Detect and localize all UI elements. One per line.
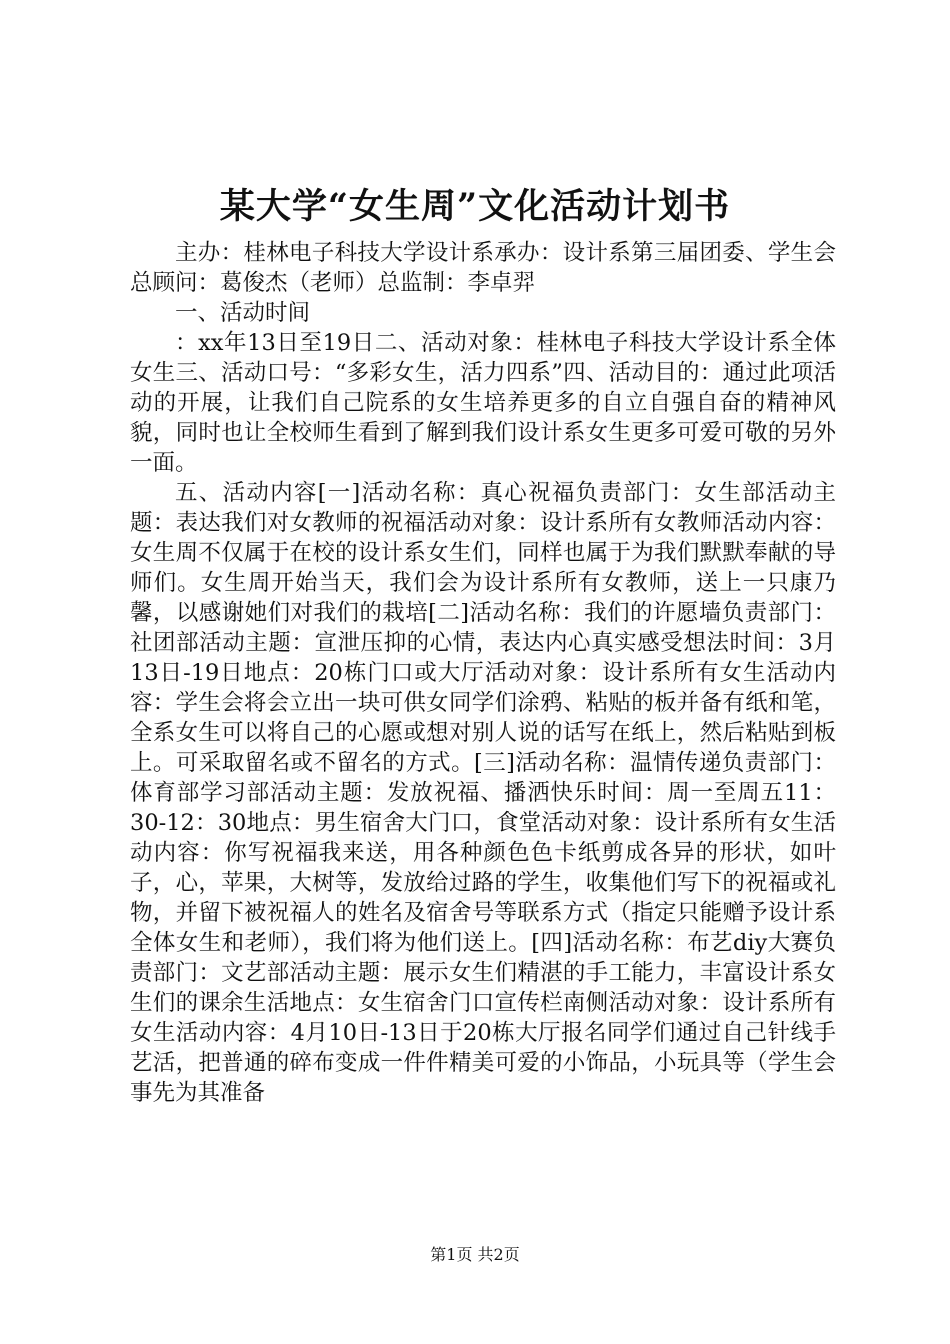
paragraph-time-and-goals: ：xx年13日至19日二、活动对象：桂林电子科技大学设计系全体女生三、活动口号：“多彩女生，活力四系”四、活动目的：通过此项活动的开展，让我们自己院系的女生培养更多的自立自强自奋的精神风貌，同时也让全校师生看到了解到我们设计系女生更多可爱可敬的另外一面。 bbox=[130, 330, 836, 476]
document-title: 某大学“女生周”文化活动计划书 bbox=[219, 186, 731, 227]
page-footer: 第1页 共2页 bbox=[430, 1245, 520, 1264]
document-body bbox=[130, 238, 836, 1108]
paragraph-activity-content: 五、活动内容[一]活动名称：真心祝福负责部门：女生部活动主题：表达我们对女教师的祝福活动对象：设计系所有女教师活动内容：女生周不仅属于在校的设计系女生们，同样也属于为我们默默奉献的导师们。女生周开始当天，我们会为设计系所有女教师，送上一只康乃馨，以感谢她们对我们的栽培[二]活动名称：我们的许愿墙负责部门：社团部活动主题：宣泄压抑的心情，表达内心真实感受想法时间：3月13日-19日地点：20栋门口或大厅活动对象：设计系所有女生活动内容：学生会将会立出一块可供女同学们涂鸦、粘贴的板并备有纸和笔，全系女生可以将自己的心愿或想对别人说的话写在纸上，然后粘贴到板上。可采取留名或不留名的方式。[三]活动名称：温情传递负责部门：体育部学习部活动主题：发放祝福、播洒快乐时间：周一至周五11：30-12：30地点：男生宿舍大门口，食堂活动对象：设计系所有女生活动内容：你写祝福我来送，用各种颜色色卡纸剪成各异的形状，如叶子，心，苹果，大树等，发放给过路的学生，收集他们写下的祝福或礼物，并留下被祝福人的姓名及宿舍号等联系方式（指定只能赠予设计系全体女生和老师），我们将为他们送上。[四]活动名称：布艺diy大赛负责部门：文艺部活动主题：展示女生们精湛的手工能力，丰富设计系女生们的课余生活地点：女生宿舍门口宣传栏南侧活动对象：设计系所有女生活动内容：4月10日-13日于20栋大厅报名同学们通过自己针线手艺活，把普通的碎布变成一件件精美可爱的小饰品，小玩具等（学生会事先为其准备 bbox=[130, 480, 836, 1106]
paragraph-section-time-heading: 一、活动时间 bbox=[175, 300, 311, 326]
paragraph-organizers: 主办：桂林电子科技大学设计系承办：设计系第三届团委、学生会总顾问：葛俊杰（老师）总监制：李卓羿 bbox=[130, 240, 836, 296]
